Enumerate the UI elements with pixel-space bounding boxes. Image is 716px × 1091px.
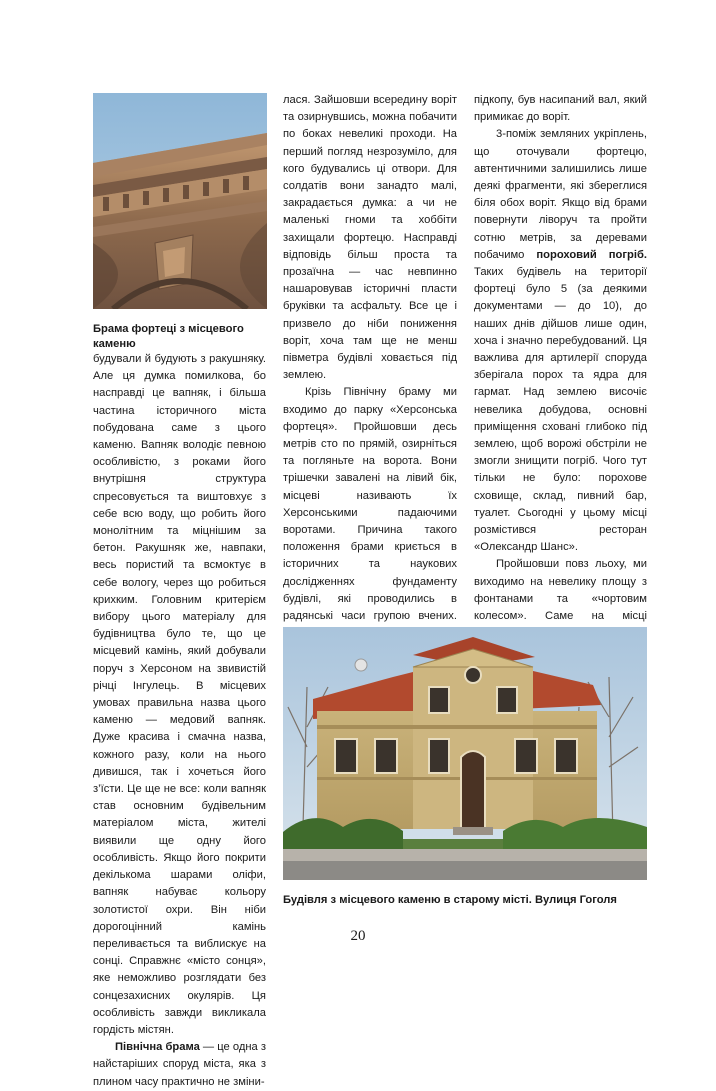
- paragraph: [474, 126, 647, 556]
- text-column-1: [93, 351, 266, 1091]
- paragraph-text: Пройшовши повз льоху, ми виходимо на невелику площу з фонтанами та «чортовим колесом». Саме на місці: [474, 558, 647, 623]
- paragraph: [93, 1039, 266, 1091]
- house-photo-caption: Будівля з місцевого каменю в старому місті. Вулиця Гоголя: [283, 894, 617, 906]
- paragraph: будували й будують з ракушняку. Але ця думка помилкова, бо насправді це вапняк, і більша частина історичного міста побудована саме з цього каменю. Вапняк володіє певною особливістю, з роками його внутрішня структура спресовується та виштовхує з себе всю воду, що робить його монолітним та міцнішим за бетон. Ракушняк же, навпаки, весь пористий та всмоктує в себе вологу, через що робиться крихким. Головним критерієм вибору цього матеріалу для будівництва було те, що це місцевий камінь, який добували поруч з Херсоном на звивистій річці Інгулець. В місцевих умовах правильна назва цього каменю — медовий вапняк. Дуже красива і смачна назва, кожного разу, коли на нього дивишся, так і хочеться його з’їсти. Це ще не все: коли вапняк став основним будівельним матеріалом міста, жителі виявили ще одну його особливість. Якщо його покрити декількома шарами оліфи, вапняк набуває кольору золотистої охри. Він ніби дорогоцінний камінь переливається та виблискує на сонці. Справжнє «місто сонця», яке неможливо розглядати без сонцезахисних окулярів. Ця особливість завжди викликала гордість містян.: [93, 353, 266, 1036]
- northern-gate-term: Північна брама: [115, 1041, 200, 1054]
- paragraph: підкопу, був насипаний вал, який примикає до воріт.: [474, 94, 647, 124]
- paragraph: лася. Зайшовши всередину воріт та озирнувшись, можна побачити по боках невеликі проходи. На перший погляд незрозуміло, для кого будувались ці отвори. Для солдатів вони занадто малі, закрадається думка: а чи не маленькі гноми та хоббіти захищали фортецю. Насправді відповідь більш проста та прозаїчна — час невпинно нашаровував історичні пласти бруківки та асфальту. Все це і призвело до ніби пониження воріт, хоча там ще не менш півметра будівлі ховається під землею.: [283, 94, 457, 382]
- paragraph-text: — це одна з найстаріших споруд міста, яка з плином часу практично не зміни-: [93, 1041, 266, 1088]
- paragraph-text: Таких будівель на території фортеці було 5 (за деякими документами — до 10), до наших днів дійшов лише один, хоча і значно перебудований. Ця важлива для артилерії споруда зберігала порох та ядра для гармат. Над землею височіє невелика добудова, основні приміщення сховані глибоко під землею, щоб ворожі обстріли не змогли знищити погріб. Чого тут тільки не було: порохове сховище, склад, пивний бар, туалет. Сьогодні у цьому місці розмістився ресторан «Олександр Шанс».: [474, 266, 647, 554]
- page-number: 20: [350, 928, 366, 944]
- paragraph: Крізь Північну браму ми входимо до парку «Херсонська фортеця». Пройшовши десь метрів сто по прямій, озирніться та погляньте на ворота. Вони трішечки завалені на лівий бік, місцеві називають їх Херсонськими падаючими воротами. Причина такого положення брами криється в історичних та наукових дослідженнях фундаменту будівлі, які проводились в радянські часи групою вчених.: [283, 386, 457, 623]
- fortress-gate-photo: [93, 93, 267, 309]
- gogol-street-house-photo: [283, 627, 647, 880]
- powder-cellar-term: пороховий погріб.: [536, 248, 647, 261]
- paragraph-text: 3-поміж земляних укріплень, що оточували фортецю, автентичними залишились лише деякі фрагменти, які збереглися біля обох воріт. Якщо від брами повернути ліворуч та пройти сотню метрів, за деревами побачимо: [474, 128, 647, 261]
- gate-photo-caption: Брама фортеці з місцевого каменю: [93, 323, 244, 350]
